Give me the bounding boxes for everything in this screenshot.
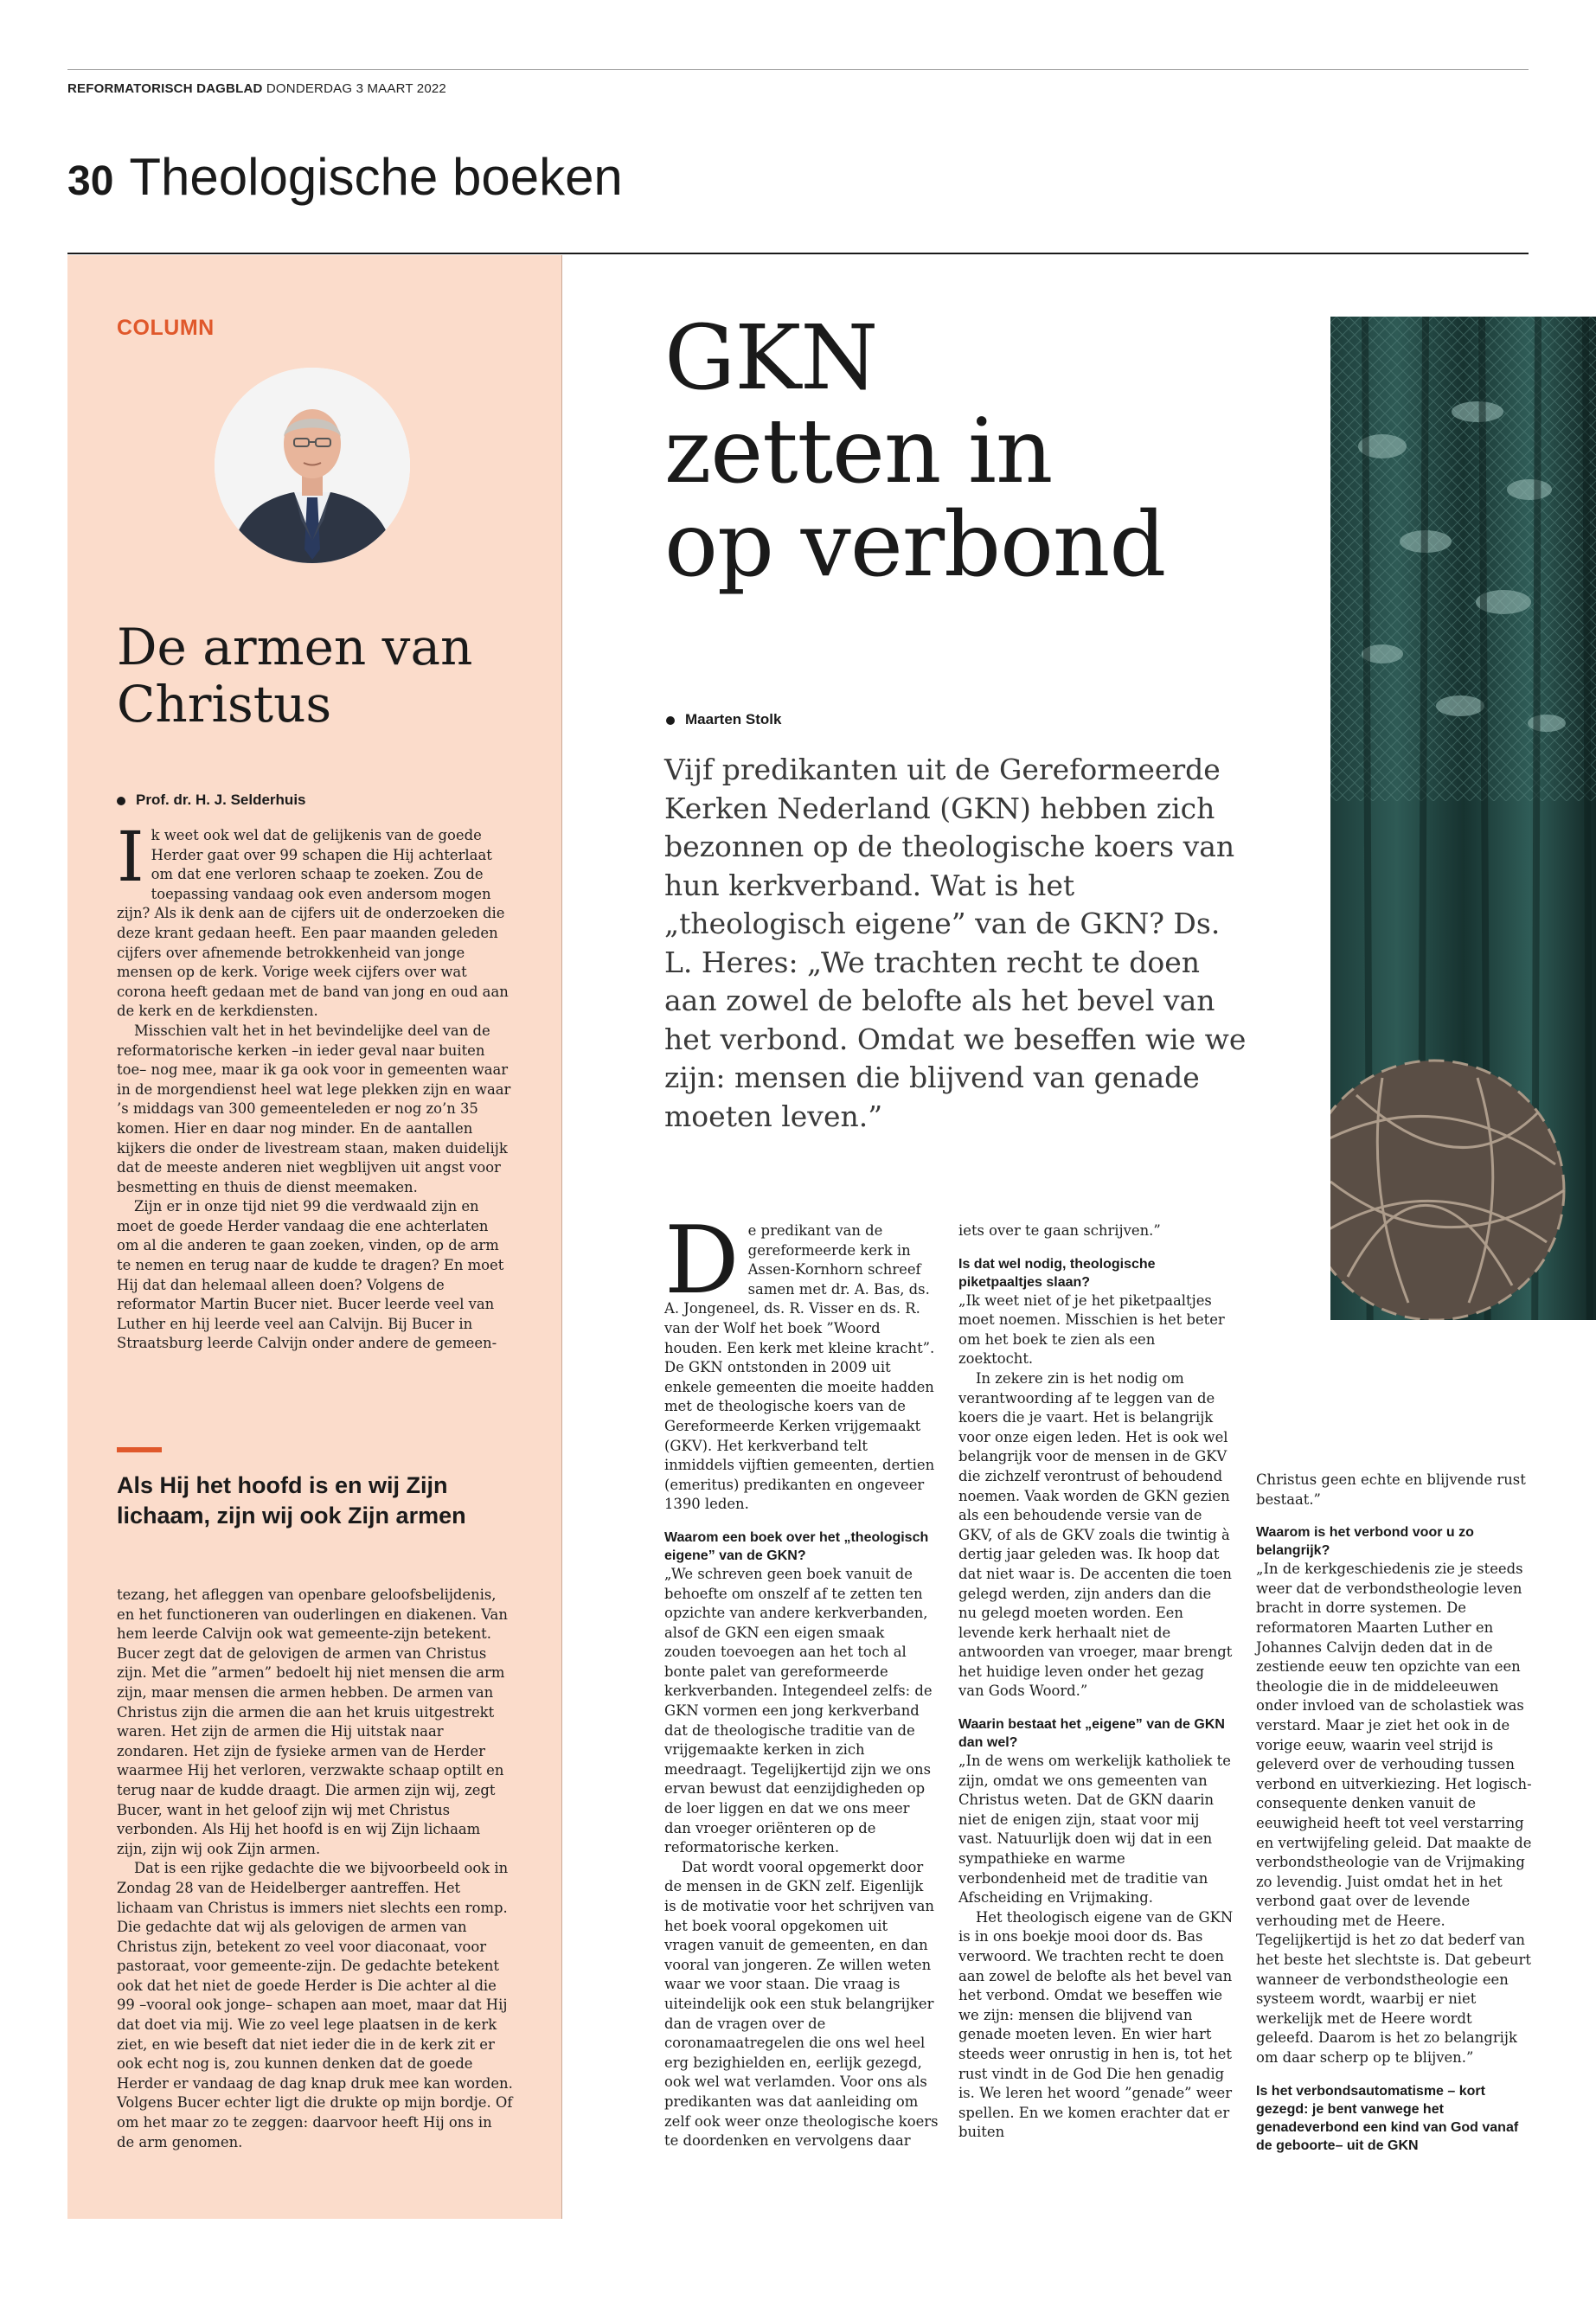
article-column-2 [958,1221,1234,2143]
article-paragraph-text: e predikant van de gereformeerde kerk in Assen-Kornhorn schreef samen met dr. A. Bas, ds. A. Jongeneel, ds. R. Visser en ds. R. van der Wolf het boek ”Woord houden. Een kerk met kleine kracht”. De GKN ontstonden in 2009 uit enkele gemeenten die moeite hadden met de theologische koers van de Gereformeerde Kerken vrijgemaakt (GKV). Het kerkverband telt inmiddels vijftien gemeenten, dertien (emeritus) predikanten en ongeveer 1390 leden. [664,1222,935,1513]
article-column-1 [664,1207,939,2151]
pull-quote: Als Hij het hoofd is en wij Zijn lichaam, zijn wij ook Zijn armen [117,1472,466,1529]
article-paragraph: Dat wordt vooral opgemerkt door de mensen in de GKN zelf. Eigenlijk is de motivatie voor het schrijven van het boek vooral opgekomen uit vragen vanuit de gemeenten, en dan vooral van jongeren. Ze willen weten waar we voor staan. Die vraag is uiteindelijk ook een stuk belangrijker dan de vragen over de coronamaatregelen die ons wel heel erg bezighielden en, eerlijk gezegd, ook wel wat verlamden. Voor ons als predikanten was dat aanleiding om zelf ook weer onze theologische koers te doordenken en vervolgens daar [664,1858,939,2150]
section-title: Theologische boeken [129,148,623,206]
author-portrait [215,368,410,563]
article-intro: Vijf predikanten uit de Gereformeerde Kerken Nederland (GKN) hebben zich bezonnen op de theologische koers van hun kerkverband. Wat is het „theologisch eigene” van de GKN? Ds. L. Heres: „We trachten recht te doen aan zowel de belofte als het bevel van het verbond. Omdat we beseffen wie we zijn: mensen die blijvend van genade moeten leven.” [664,753,1247,1133]
section-header [67,147,623,207]
column-title: De armen van Christus [117,618,473,734]
article-paragraph: „We schreven geen boek vanuit de behoefte om onszelf af te zetten ten opzichte van andere kerkverbanden, alsof de GKN een eigen smaak zouden toevoegen aan het toch al bonte palet van gereformeerde kerkverbanden. Integendeel zelfs: de GKN vormen een jong kerkverband dat de theologische traditie van de vrijgemaakte kerken in zich meedraagt. Tegelijkertijd zijn we ons ervan bewust dat eenzijdigheden op de loer liggen en dat we ons meer dan vroeger oriënteren op de reformatorische kerken. [664,1565,933,1856]
article-photo-image [1330,317,1596,1381]
masthead-paper: REFORMATORISCH DAGBLAD [67,81,263,96]
article-headline [664,306,1322,597]
interview-question: Waarom een boek over het „theologisch eigene” van de GKN? [664,1529,929,1563]
article-author: Maarten Stolk [685,711,782,727]
article-dropcap: D [664,1207,740,1315]
article-paragraph: In zekere zin is het nodig om verantwoording af te leggen van de koers die je vaart. Het is belangrijk voor onze eigen leden. Het is ook wel belangrijk voor de mensen in de GKV die zichzelf verontrust of behoudend noemen. Vaak worden de GKN gezien als een behoudende versie van de GKV, of als de GKV zoals die twintig à dertig jaar geleden was. Ik hoop dat dat niet waar is. De accenten die toen gelegd werden, zijn anders dan die nu gelegd moeten worden. Een levende kerk herhaalt niet de antwoorden van vroeger, maar brengt het huidige leven onder het gezag van Gods Woord.” [958,1369,1233,1700]
article-paragraph [664,1207,939,1515]
column-paragraph [117,817,513,1022]
column-box [67,255,562,2219]
column-label: COLUMN [117,316,215,340]
interview-question: Is dat wel nodig, theologische piketpaaltjes slaan? [958,1256,1156,1290]
headline-line: op verbond [664,493,1166,597]
masthead-rule [67,69,1529,70]
article-paragraph: Christus geen echte en blijvende rust bestaat.” [1256,1471,1526,1508]
interview-question: Waarin bestaat het „eigene” van de GKN dan wel? [958,1717,1225,1751]
headline-line: zetten in [664,400,1053,503]
column-dropcap: I [117,817,144,897]
article-byline [666,711,781,728]
article-paragraph: „Ik weet niet of je het piketpaaltjes moet noemen. Misschien is het beter om het boek te zien als een zoektocht. [958,1292,1225,1368]
article-photo [1330,317,1596,1381]
article-column-3 [1256,1471,1533,2155]
headline-line: GKN [664,306,878,410]
section-rule [67,253,1529,254]
interview-question: Waarom is het verbond voor u zo belangrijk? [1256,1525,1474,1559]
page-number: 30 [67,158,114,204]
column-byline [117,792,306,809]
masthead-date: DONDERDAG 3 MAART 2022 [266,81,446,96]
column-paragraph: tezang, het afleggen van openbare geloofsbelijdenis, en het functioneren van ouderlingen en diakenen. Van hem leerde Calvijn ook wat gemeente-zijn betekent. Bucer zegt dat de gelovigen de armen van Christus zijn. Met die ”armen” bedoelt hij niet mensen die arm zijn, maar mensen die armen hebben. De armen van Christus zijn die armen die aan het kruis uitgestrekt waren. Het zijn de armen die Hij uitstak naar zondaren. Het zijn de fysieke armen van de Herder waarmee Hij het verloren, verzwakte schaap optilt en terug naar de kudde draagt. Die armen zijn wij, zegt Bucer, want in het geloof zijn wij met Christus verbonden. Als Hij het hoofd is en wij Zijn lichaam zijn, zijn wij ook Zijn armen. [117,1586,508,1857]
column-author: Prof. dr. H. J. Selderhuis [136,792,306,808]
column-paragraph: Misschien valt het in het bevindelijke deel van de reformatorische kerken –in ieder geval naar buiten toe– nog mee, maar ik ga ook voor in gemeenten waar in de morgendienst heel wat lege plekken zijn en waar ’s middags van 300 gemeenteleden er nog zo’n 35 komen. Hier en daar nog minder. En de aantallen kijkers die onder de livestream staan, maken duidelijk dat de meeste anderen niet wegblijven uit angst voor besmetting en thuis de dienst meemaken. [117,1022,511,1195]
column-paragraph: Zijn er in onze tijd niet 99 die verdwaald zijn en moet de goede Herder vandaag die ene achterlaten om al die anderen te gaan zoeken, vinden, op de arm te nemen en terug naar de kudde te dragen? En moet Hij dat dan helemaal alleen doen? Volgens de reformator Martin Bucer niet. Bucer leerde veel van Luther en hij leerde veel aan Calvijn. Bij Bucer in Straatsburg leerde Calvijn onder andere de gemeen- [117,1198,504,1352]
column-body-bottom [117,1586,513,2152]
article-paragraph: „In de wens om werkelijk katholiek te zijn, omdat we ons gemeenten van Christus weten. Dat de GKN daarin niet de enigen zijn, staat voor mij vast. Natuurlijk doen wij dat in een sympathieke en warme verbondenheid met de traditie van Afscheiding en Vrijmaking. [958,1753,1231,1907]
column-paragraph: Dat is een rijke gedachte die we bijvoorbeeld ook in Zondag 28 van de Heidelberger aantreffen. Het lichaam van Christus is immers niet slechts een romp. Die gedachte dat wij als gelovigen de armen van Christus zijn, betekent zo veel voor diaconaat, voor pastoraat, voor gemeente-zijn. De gedachte betekent ook dat het niet de goede Herder is Die achter al die 99 –vooral ook jonge– schapen aan moet, maar dat Hij dat doet via mij. Wie zo veel lege plaatsen in de kerk ziet, en wie beseft dat niet ieder die in de kerk zit er ook echt nog is, zou kunnen denken dat de goede Herder er vandaag de dag knap druk mee kan worden. Volgens Bucer echter ligt die drukte op mijn bordje. Of om het maar zo te zeggen: daarvoor heeft Hij ons in de arm genomen. [117,1860,513,2150]
bullet-icon [117,797,125,805]
author-portrait-image [215,368,410,563]
article-paragraph: iets over te gaan schrijven.” [958,1222,1161,1239]
article-paragraph: „In de kerkgeschiedenis zie je steeds weer dat de verbondstheologie leven bracht in dorre systemen. De reformatoren Maarten Luther en Johannes Calvijn deden dat in de zestiende eeuw ten opzichte van een theologie die in de middeleeuwen onder invloed van de scholastiek was verstard. Maar je ziet het ook in de vorige eeuw, waarin veel strijd is geleverd over de verhouding tussen verbond en uitverkiezing. Het logisch-consequente denken vanuit de eeuwigheid heeft tot veel verstarring en vertwijfeling geleid. Dat maakte de verbondstheologie van de Vrijmaking zo levendig. Juist omdat het in het verbond gaat over de levende verhouding met de Heere. Tegelijkertijd is het zo dat bederf van het beste het slechtste is. Dat gebeurt wanneer de verbondstheologie een systeem wordt, waarbij er niet werkelijk met de Heere wordt geleefd. Daarom is het zo belangrijk om daar scherp op te blijven.” [1256,1561,1532,2067]
interview-question: Is het verbondsautomatisme – kort gezegd: je bent vanwege het genadeverbond een kind van God vanaf de geboorte– uit de GKN [1256,2083,1519,2153]
article-paragraph: Het theologisch eigene van de GKN is in ons boekje mooi door ds. Bas verwoord. We trachten recht te doen aan zowel de belofte als het bevel van het verbond. Omdat we beseffen wie we zijn: mensen die blijvend van genade moeten leven. En wier hart steeds weer onrustig in hen is, tot het rust vindt in de God Die hen genadig is. We leren het woord ”genade” weer spellen. En we komen erachter dat er buiten [958,1908,1234,2141]
column-body-top [117,817,513,1354]
bullet-icon [666,716,675,725]
pull-quote-bar [117,1447,162,1452]
column-paragraph-text: k weet ook wel dat de gelijkenis van de goede Herder gaat over 99 schapen die Hij achterlaat om dat ene verloren schaap te zoeken. Zou de toepassing vandaag ook even andersom mogen zijn? Als ik denk aan de cijfers uit de onderzoeken die deze krant gedaan heeft. Een paar maanden geleden cijfers over afnemende betrokkenheid van jonge mensen op de kerk. Vorige week cijfers over wat corona heeft gedaan met de band van jong en oud aan de kerk en de kerkdiensten. [117,827,509,1020]
masthead [67,81,446,96]
